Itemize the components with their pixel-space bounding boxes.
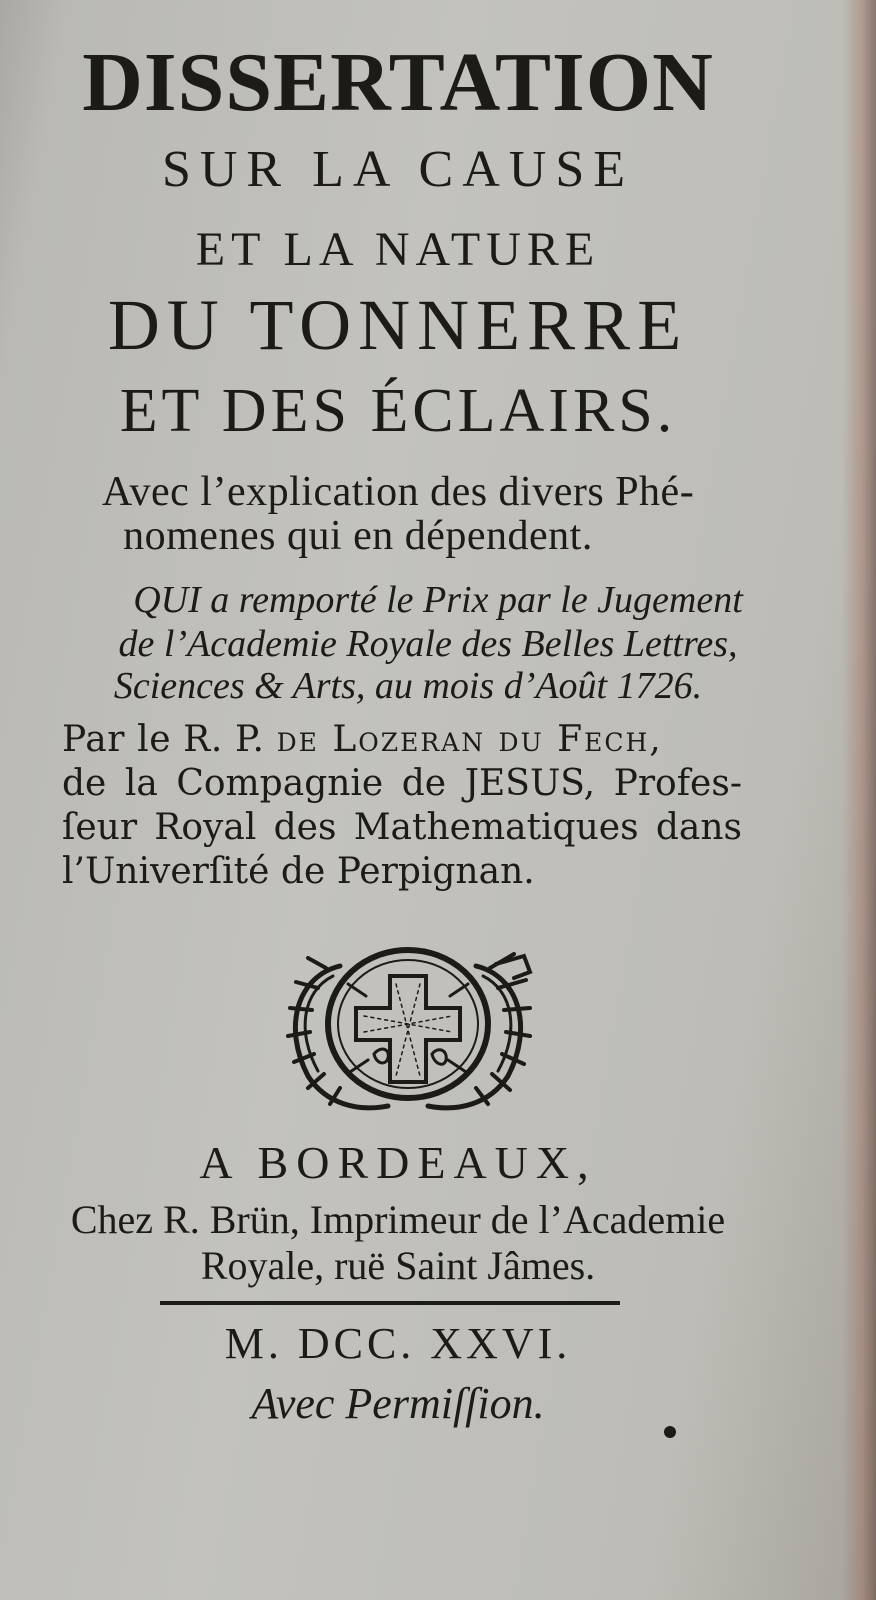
description-line-2: nomenes qui en dépendent.	[123, 513, 593, 559]
subtitle-line-3: DU TONNERRE	[107, 285, 689, 365]
prize-line-3: Sciences & Arts, au mois d’Août 1726.	[113, 665, 703, 707]
imprint-printer-line-2: Royale, ruë Saint Jâmes.	[200, 1243, 596, 1288]
book-title: DISSERTATION	[82, 36, 714, 129]
imprint-permission: Avec Permiſſion.	[251, 1379, 545, 1428]
subtitle-line-1: SUR LA CAUSE	[161, 141, 635, 198]
author-paragraph	[62, 718, 742, 894]
author-line-1-end: ,	[649, 719, 662, 760]
prize-line-2: de l’Academie Royale des Belles Lettres,	[118, 623, 738, 665]
subtitle-line-2: ET LA NATURE	[195, 223, 601, 276]
description-line-1: Avec l’explication des divers Phé-	[101, 469, 695, 515]
imprint-printer-line-1: Chez R. Brün, Imprimeur de l’Academie	[70, 1197, 726, 1242]
author-prefix: Par le R. P.	[62, 719, 277, 760]
author-name: de Lozeran du Fech	[276, 719, 650, 760]
prize-line-1: QUI a remporté le Prix par le Jugement	[133, 579, 743, 621]
author-line-2: de la Compagnie de JESUS, Profes-	[62, 763, 742, 804]
author-line-1	[62, 718, 742, 762]
author-line-4: l’Univerſité de Perpignan.	[62, 851, 535, 892]
imprint-place: A BORDEAUX,	[199, 1137, 597, 1188]
imprint-year: M. DCC. XXVI.	[224, 1319, 572, 1368]
subtitle-line-4: ET DES ÉCLAIRS.	[119, 377, 677, 445]
ink-dot	[664, 1426, 676, 1438]
divider-rule	[160, 1301, 620, 1305]
page-edge-shading	[842, 0, 876, 1600]
author-line-3: ſeur Royal des Mathematiques dans	[62, 807, 742, 848]
printers-device-ornament	[278, 936, 538, 1116]
